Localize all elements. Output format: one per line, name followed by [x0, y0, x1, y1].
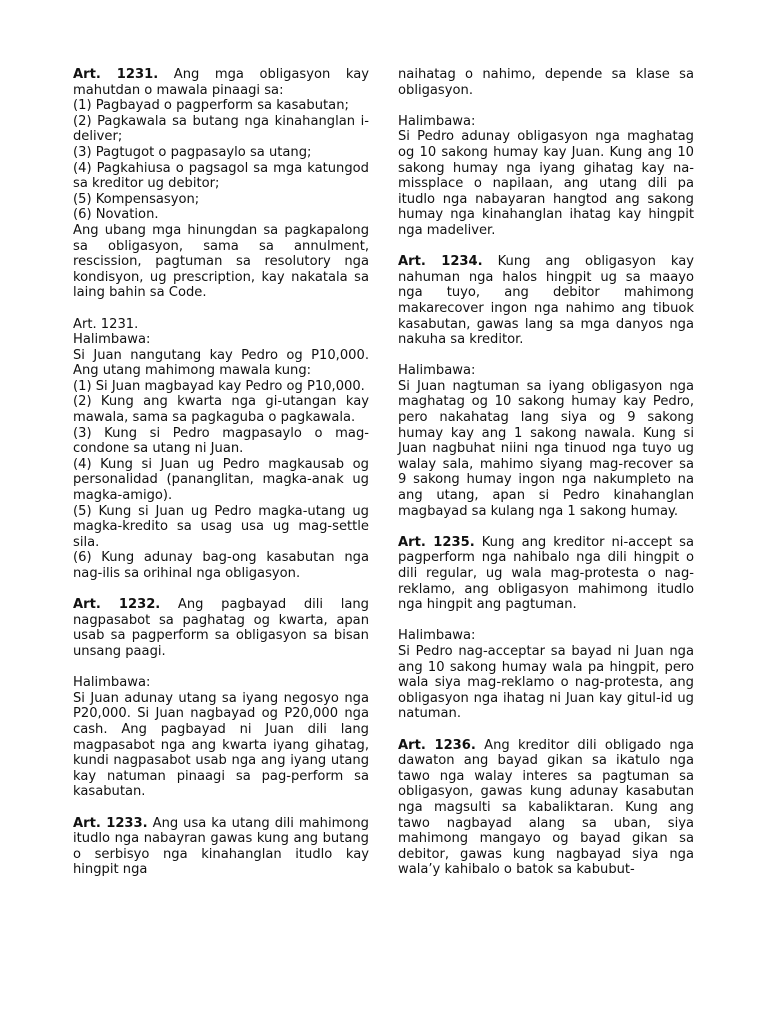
paragraph-gap [398, 613, 694, 629]
art-1231-item-4: (4) Pagkahiusa o pagsagol sa mga katungod sa kreditor ug debitor; [73, 160, 369, 192]
paragraph-gap [398, 519, 694, 535]
art-1231-example-intro: Si Juan nangutang kay Pedro og P10,000. Ang utang mahimong mawala kung: [73, 347, 369, 379]
art-1234-text: Kung ang obligasyon kay nahuman nga halos hingpit ug sa maayo nga tuyo, ang debitor mahimong makarecover ingon nga nahimo ang tibuok kasabutan, gawas lang sa mga danyos nga nakuha sa kreditor. [398, 254, 694, 348]
paragraph-gap [73, 660, 369, 676]
right-column [398, 67, 694, 878]
paragraph-gap [398, 348, 694, 364]
paragraph-gap [398, 722, 694, 738]
art-1234-example: Si Juan nagtuman sa iyang obligasyon nga maghatag og 10 sakong humay kay Pedro, pero nakahatag lang siya og 9 sakong humay kay ang 1 sakong nawala. Kung si Juan nagbuhat niini nga tinuod nga tuyo ug walay sala, mahimo siyang mag-recover sa 9 sakong humay ingon nga nakumpleto na ang utang, apan si Pedro kinahanglan magbayad sa kulang nga 1 sakong humay. [398, 378, 694, 519]
art-1231-item-2: (2) Pagkawala sa butang nga kinahanglan i-deliver; [73, 113, 369, 145]
art-1231-example-item-6: (6) Kung adunay bag-ong kasabutan nga nag-ilis sa orihinal nga obligasyon. [73, 550, 369, 581]
art-1231-example-item-4: (4) Kung si Juan ug Pedro magkausab og personalidad (pananglitan, magka-anak ug magka-amigo). [73, 456, 369, 504]
art-1231-closing: Ang ubang mga hinungdan sa pagkapalong sa obligasyon, sama sa annulment, rescission, pagtuman sa resolutory nga kondisyon, ug prescription, kay nakatala sa laing bahin sa Code. [73, 222, 369, 301]
paragraph-gap [73, 800, 369, 816]
art-1233-heading: Art. 1233. [73, 815, 148, 831]
art-1231-example-item-5: (5) Kung si Juan ug Pedro magka-utang ug magka-kredito sa usag usa ug mag-settle sila. [73, 503, 369, 550]
left-column [73, 67, 369, 878]
art-1234-paragraph [398, 254, 694, 348]
art-1231-paragraph [73, 67, 369, 98]
paragraph-gap [73, 301, 369, 317]
art-1235-paragraph [398, 535, 694, 613]
art-1235-heading: Art. 1235. [398, 534, 475, 550]
art-1232-paragraph [73, 597, 369, 659]
art-1231-example-item-1: (1) Si Juan magbayad kay Pedro og P10,000. [73, 378, 365, 394]
art-1231-example-item-2: (2) Kung ang kwarta nga gi-utangan kay mawala, sama sa pagkaguba o pagkawala. [73, 394, 369, 426]
art-1231-example-item-3: (3) Kung si Pedro magpasaylo o mag-condone sa utang ni Juan. [73, 425, 369, 457]
art-1236-heading: Art. 1236. [398, 737, 476, 753]
art-1232-example-label: Halimbawa: [73, 675, 151, 691]
paragraph-gap [398, 239, 694, 255]
art-1233-example: Si Pedro adunay obligasyon nga maghatag og 10 sakong humay kay Juan. Kung ang 10 sakong humay nga iyang gihatag kay na-missplace o napilaan, ang utang dili pa itudlo nga nabayaran hangtod ang sakong humay nga kinahanglan ihatag kay hingpit nga madeliver. [398, 129, 694, 238]
art-1232-example: Si Juan adunay utang sa iyang negosyo nga P20,000. Si Juan nagbayad og P20,000 nga cash. Ang pagbayad ni Juan dili lang magpasabot nga ang kwarta iyang gihatag, kundi nagpasabot usab nga ang iyang utang kay natuman pinaagi sa pag-perform sa kasabutan. [73, 690, 369, 800]
art-1236-paragraph [398, 738, 694, 878]
art-1231-item-5: (5) Kompensasyon; [73, 191, 200, 207]
art-1231-example-halimbawa: Halimbawa: [73, 332, 151, 348]
art-1231-example-label: Art. 1231. [73, 316, 139, 332]
art-1231-heading: Art. 1231. [73, 67, 159, 82]
art-1232-heading: Art. 1232. [73, 597, 161, 613]
paragraph-gap [398, 98, 694, 114]
art-1235-example: Si Pedro nag-acceptar sa bayad ni Juan nga ang 10 sakong humay wala pa hingpit, pero wala siya mag-reklamo o nag-protesta, ang obligasyon nga ihatag ni Juan kay gitul-id ug natuman. [398, 643, 694, 722]
art-1234-example-label: Halimbawa: [398, 363, 476, 379]
art-1235-example-label: Halimbawa: [398, 628, 476, 644]
art-1231-lead: Ang mga obligasyon kay mahutdan o mawala pinaagi sa: [73, 67, 369, 98]
art-1236-text: Ang kreditor dili obligado nga dawaton ang bayad gikan sa ikatulo nga tawo nga walay interes sa pagtuman sa obligasyon, gawas kung adunay kasabutan nga magsulti sa kabaliktaran. Kung ang tawo nagbayad alang sa uban, siya mahimong mangayo og bayad gikan sa debitor, gawas kung nagbayad siya nga wala’y kahibalo o batok sa kabubut- [398, 737, 694, 878]
art-1233-text-part2: naihatag o nahimo, depende sa klase sa obligasyon. [398, 67, 694, 98]
art-1234-heading: Art. 1234. [398, 254, 483, 270]
art-1231-item-3: (3) Pagtugot o pagpasaylo sa utang; [73, 144, 312, 160]
art-1231-item-6: (6) Novation. [73, 207, 159, 223]
art-1235-text: Kung ang kreditor ni-accept sa pagperform nga nahibalo nga dili hingpit o dili regular, ug wala mag-protesta o nag-reklamo, ang obligasyon mahimong itudlo nga hingpit ang pagtuman. [398, 534, 694, 613]
art-1233-text-part1: Ang usa ka utang dili mahimong itudlo nga nabayran gawas kung ang butang o serbisyo nga kinahanglan itudlo kay hingpit nga [73, 815, 369, 878]
art-1233-paragraph [73, 816, 369, 878]
art-1231-item-1: (1) Pagbayad o pagperform sa kasabutan; [73, 98, 349, 114]
paragraph-gap [73, 582, 369, 598]
art-1232-text: Ang pagbayad dili lang nagpasabot sa paghatag og kwarta, apan usab sa pagperform sa obligasyon sa bisan unsang paagi. [73, 597, 369, 659]
art-1233-example-label: Halimbawa: [398, 113, 476, 129]
